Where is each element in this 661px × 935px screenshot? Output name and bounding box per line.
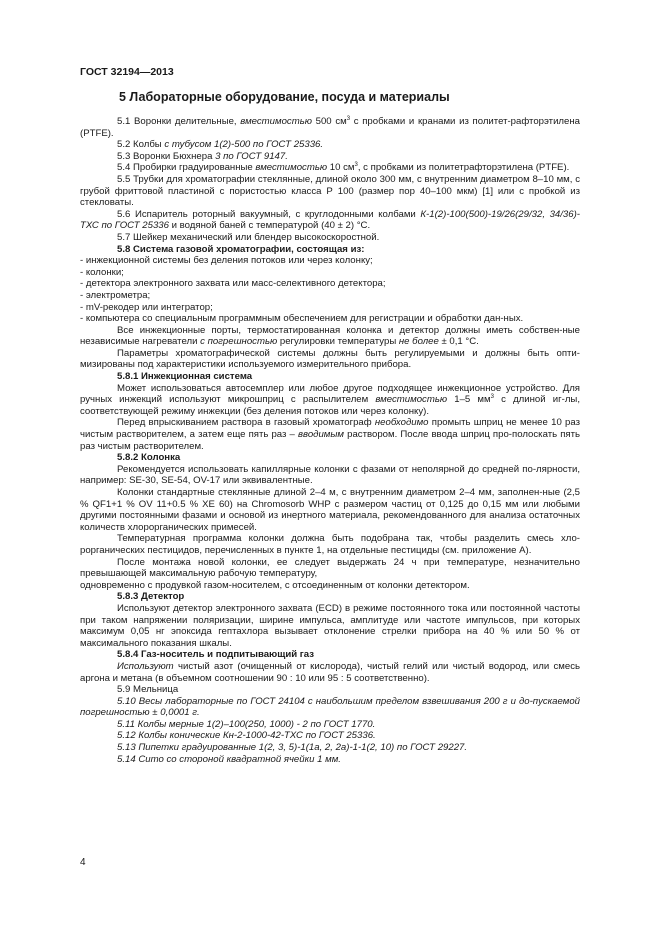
paragraph-params: Параметры хроматографической системы должны быть регулируемыми и должны быть опти-мизированы под характеристики используемого измерительного прибора. bbox=[80, 347, 580, 371]
list-item: - колонки; bbox=[80, 266, 124, 278]
clause-5-8-1-heading: 5.8.1 Инжекционная система bbox=[117, 371, 253, 383]
list-item: - mV-рекодер или интегратор; bbox=[80, 301, 213, 313]
paragraph-injection-1: Может использоваться автосемплер или любое другое подходящее инжекционное устройство. Для ручных инжекций используют микрошприц с распылителем вместимостью 1–5 $мм^3$ с длиной иг-лы, соответствующей режиму инжекции (без деления потоков или через колонку). bbox=[80, 382, 580, 417]
page-content bbox=[80, 116, 580, 765]
paragraph-column-4: После монтажа новой колонки, ее следует выдержать 24 ч при температуре, незначительно превышающей максимальную рабочую температуру, bbox=[80, 556, 580, 580]
clause-5-9: 5.9 Мельница bbox=[117, 684, 179, 696]
list-item: - компьютера со специальным программным обеспечением для регистрации и обработки дан-ных. bbox=[80, 313, 524, 325]
clause-5-8-2-heading: 5.8.2 Колонка bbox=[117, 452, 181, 464]
paragraph-detector: Используют детектор электронного захвата (ECD) в режиме постоянного тока или постоянной частоты при таком напряжении поляризации, ширине импульса, амплитуде или частоте импульсов, при которых максимум 0,05 нг эпоксида гептахлора вызывает отклонение стрелки прибора на 40 % или 50 % от максимального показания шкалы. bbox=[80, 602, 580, 649]
paragraph-injection-2: Перед впрыскиванием раствора в газовый хроматограф необходимо промыть шприц не менее 10 раз чистым растворителем, а затем еще пять раз – вводимым раствором. После ввода шприц про-полоскать пять раз чистым растворителем. bbox=[80, 417, 580, 452]
clause-5-12: 5.12 Колбы конические Кн-2-1000-42-ТХС по ГОСТ 25336. bbox=[117, 730, 376, 742]
clause-5-8-4-heading: 5.8.4 Газ-носитель и подпитывающий газ bbox=[117, 649, 315, 661]
clause-5-13: 5.13 Пипетки градуированные 1(2, 3, 5)-1(1а, 2, 2а)-1-1(2, 10) по ГОСТ 29227. bbox=[117, 742, 468, 754]
clause-5-3: 5.3 Воронки Бюхнера 3 по ГОСТ 9147. bbox=[117, 150, 288, 162]
clause-5-10: 5.10 Весы лабораторные по ГОСТ 24104 с наибольшим пределом взвешивания 200 г и до-пускаемой погрешностью ± 0,0001 г. bbox=[80, 695, 580, 719]
clause-5-8-3-heading: 5.8.3 Детектор bbox=[117, 591, 185, 603]
section-title: 5 Лабораторные оборудование, посуда и материалы bbox=[119, 90, 450, 104]
clause-5-5: 5.5 Трубки для хроматографии стеклянные, длиной около 300 мм, с внутренним диаметром 8–10 мм, с грубой фриттовой пластиной с пористостью класса Р 100 (размер пор 40–100 мкм) [1] или с пробкой из стекловаты. bbox=[80, 173, 580, 209]
paragraph-column-2: Колонки стандартные стеклянные длиной 2–4 м, с внутренним диаметром 2–4 мм, заполнен-ные (2,5 % QF1+1 % OV 11+0.5 % ХЕ 60) на Chromosorb WHP с размером частиц от 0,125 до 0,15 мм или любыми другими постоянными фазами и основой из инертного материала, рекомендованного для анализа остаточных количеств хлорорганических примесей. bbox=[80, 487, 580, 533]
list-item: - детектора электронного захвата или масс-селективного детектора; bbox=[80, 278, 386, 290]
paragraph-ports: Все инжекционные порты, термостатированная колонка и детектор должны иметь собствен-ные независимые нагреватели с погрешностью регулировки температуры не более ± 0,1 °С. bbox=[80, 324, 580, 348]
document-header: ГОСТ 32194—2013 bbox=[80, 66, 174, 78]
clause-5-8-heading: 5.8 Система газовой хроматографии, состоящая из: bbox=[117, 243, 365, 255]
clause-5-2: 5.2 Колбы с тубусом 1(2)-500 по ГОСТ 25336. bbox=[117, 139, 324, 151]
paragraph-gas: Используют чистый азот (очищенный от кислорода), чистый гелий или чистый водород, или смесь аргона и метана (в объемном соотношении 90 : 10 или 95 : 5 соответственно). bbox=[80, 660, 580, 684]
list-item: - инжекционной системы без деления потоков или через колонку; bbox=[80, 255, 373, 267]
paragraph-column-5: одновременно с продувкой газом-носителем, с отсоединенным от колонки детектором. bbox=[80, 579, 470, 591]
list-item: - электрометра; bbox=[80, 289, 151, 301]
page-number: 4 bbox=[80, 857, 86, 868]
paragraph-column-3: Температурная программа колонки должна быть подобрана так, чтобы разделить смесь хло-рорганических пестицидов, перечисленных в пункте 1, на отдельные пестициды (см. приложение А). bbox=[80, 533, 580, 556]
clause-5-14: 5.14 Сито со стороной квадратной ячейки 1 мм. bbox=[117, 753, 341, 765]
clause-5-11: 5.11 Колбы мерные 1(2)–100(250, 1000) - 2 по ГОСТ 1770. bbox=[117, 718, 376, 730]
clause-5-4: 5.4 Пробирки градуированные вместимостью 10 $см^3$, с пробками из политетрафторэтилена (PTFE). bbox=[117, 162, 570, 174]
clause-5-7: 5.7 Шейкер механический или блендер высокоскоростной. bbox=[117, 231, 380, 243]
clause-5-6: 5.6 Испаритель роторный вакуумный, с круглодонными колбами К-1(2)-100(500)-19/26(29/32, 34/36)-ТХС по ГОСТ 25336 и водяной баней с температурой (40 ± 2) °С. bbox=[80, 208, 580, 232]
clause-5-1: 5.1 Воронки делительные, вместимостью 500 $см^3$ с пробками и кранами из политет-рафторэтилена (PTFE). bbox=[80, 115, 580, 139]
paragraph-column-1: Рекомендуется использовать капиллярные колонки с фазами от неполярной до средней по-лярности, например: SE-30, SE-54, OV-17 или эквивалентные. bbox=[80, 463, 580, 487]
